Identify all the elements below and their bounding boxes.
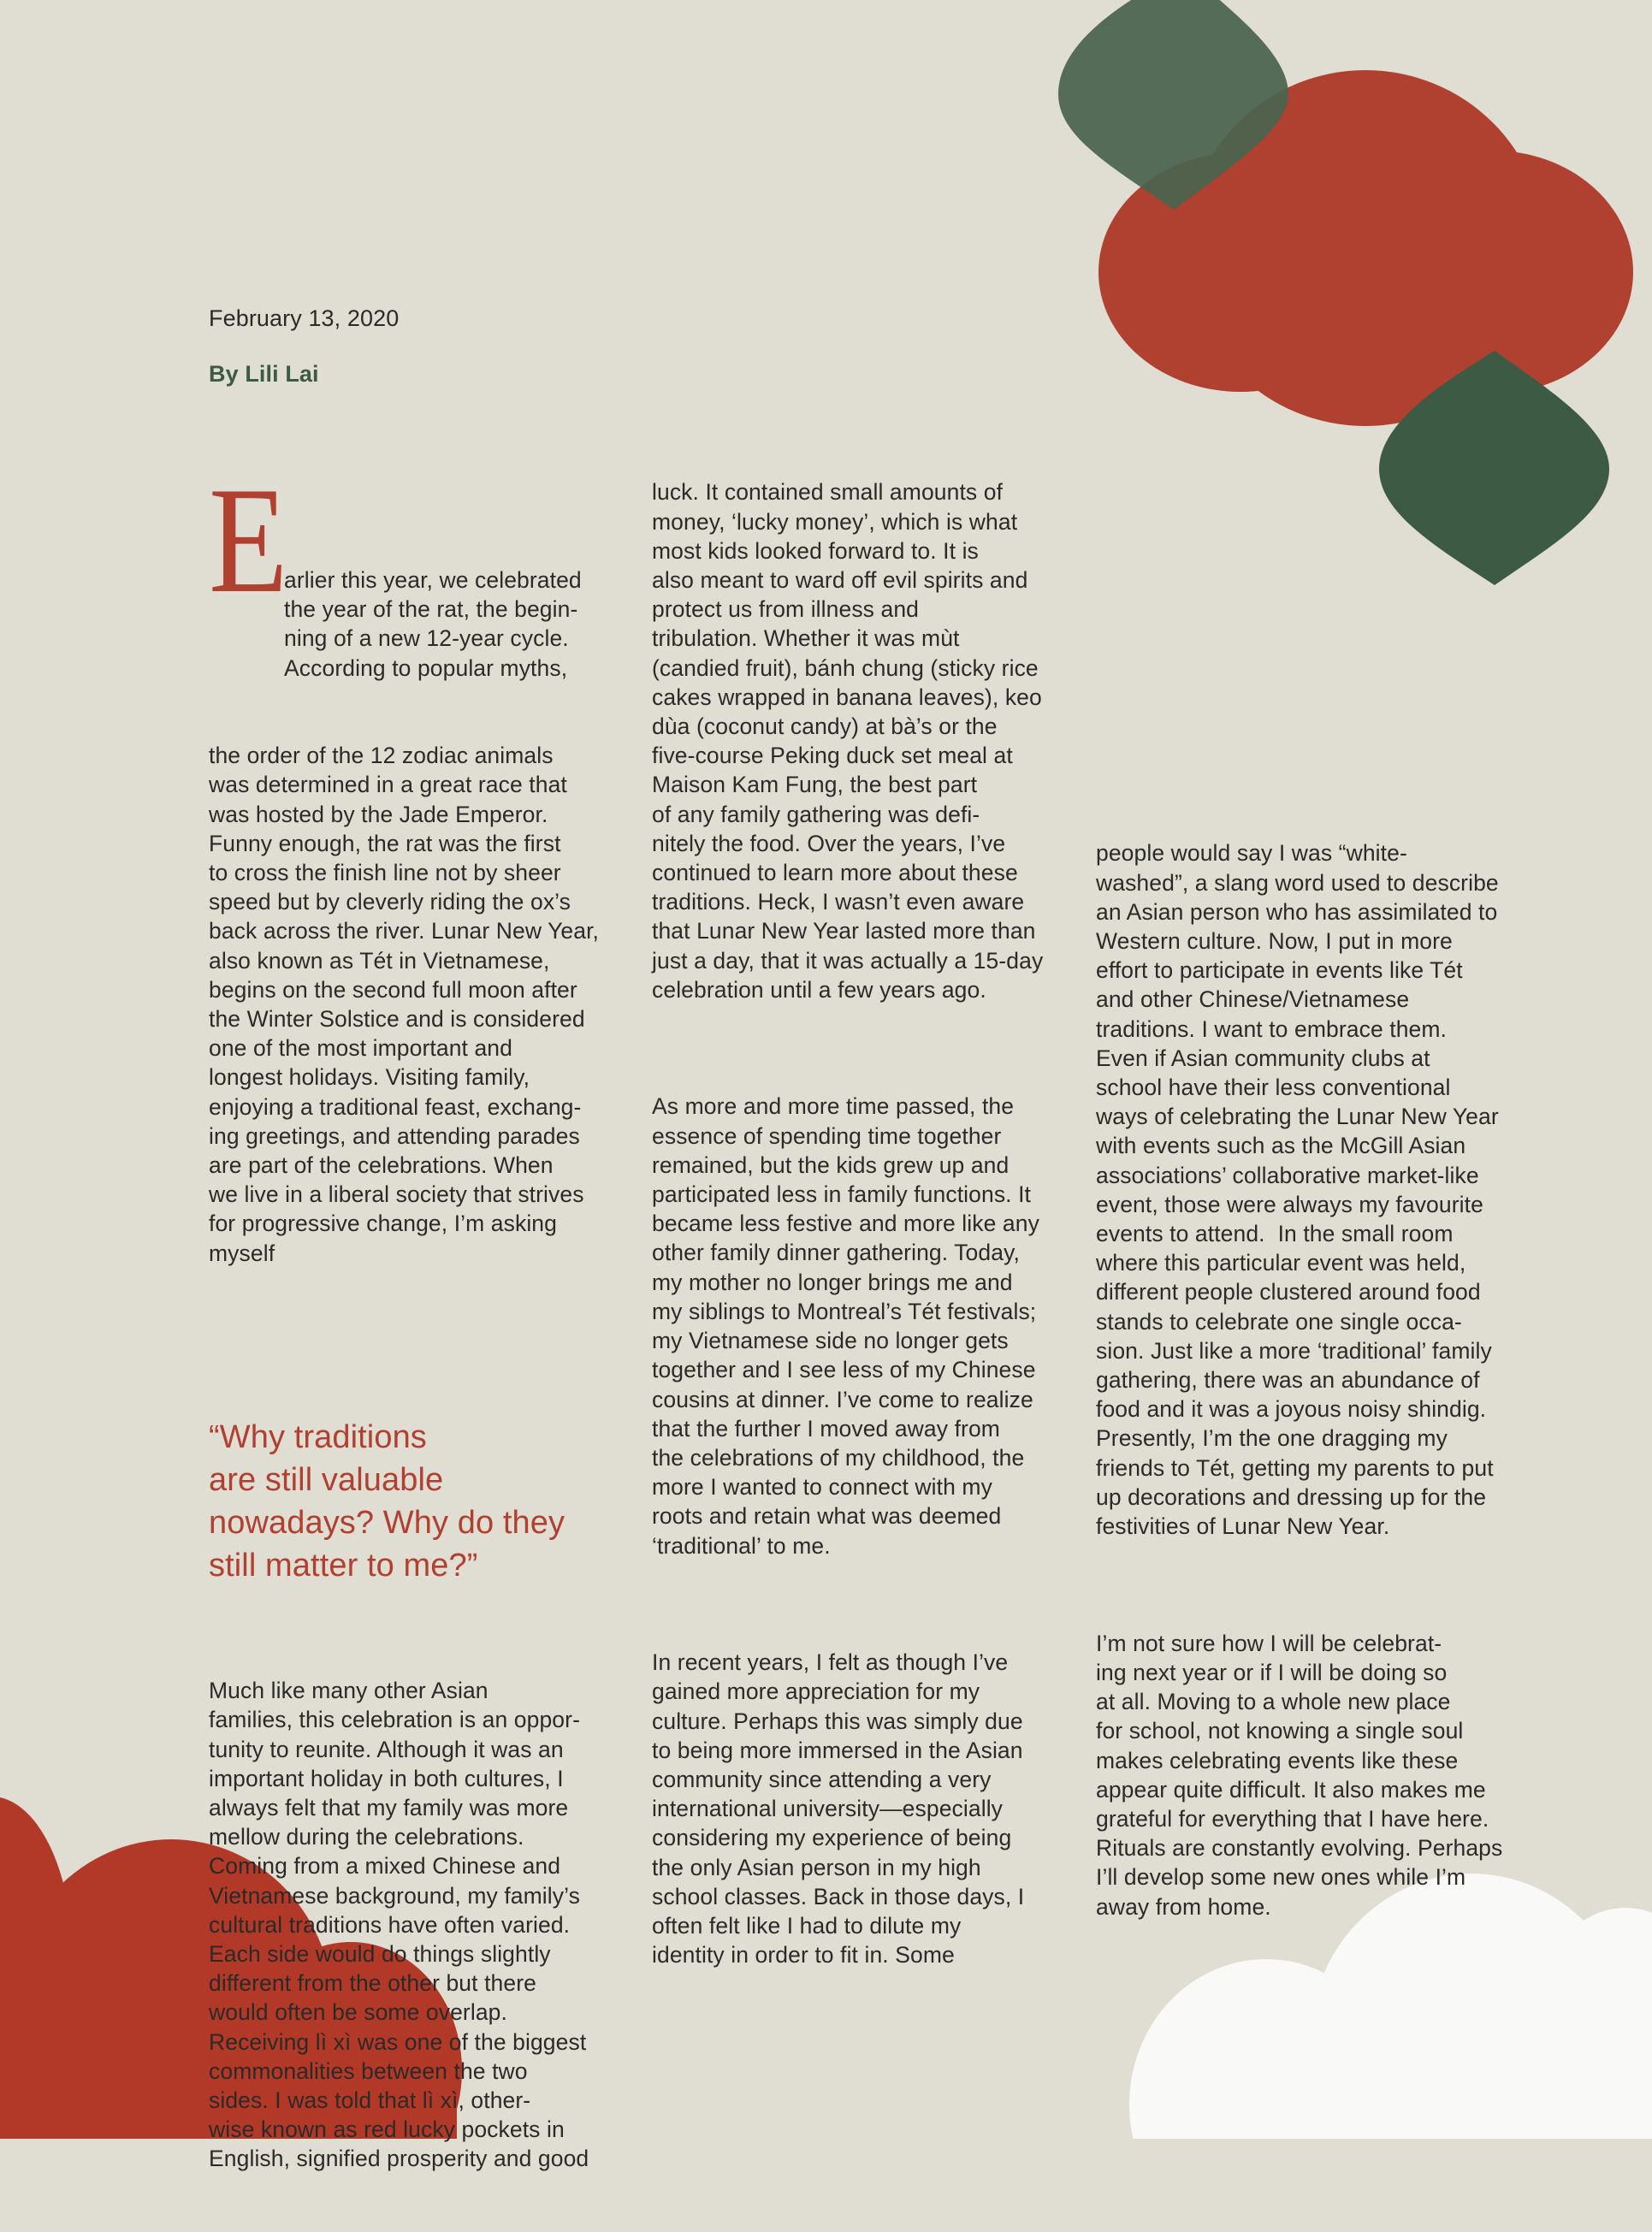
article-column-2: [652, 419, 1063, 2028]
body-paragraph: people would say I was “white- washed”, a slang word used to describe an Asian person who has assimilated to Western culture. Now, I put in more effort to participate in events like Tét and other Chinese/Vietnamese traditions. I want to embrace them. Even if Asian community clubs at school have their less conventional ways of celebrating the Lunar New Year with events such as the McGill Asian associations’ collaborative market-like event, those were always my favourite events to attend. In the small room where this particular event was held, different people clustered around food stands to celebrate one single occa- sion. Just like a more ‘traditional’ family gathering, there was an abundance of food and it was a joyous noisy shindig. Presently, I’m the one dragging my friends to Tét, getting my parents to put up decorations and dressing up for the festivities of Lunar New Year.: [1096, 840, 1499, 1540]
article-column-1: [209, 419, 619, 2232]
body-paragraph: Much like many other Asian families, this celebration is an oppor- tunity to reunite. Although it was an important holiday in both cultures, I always felt that my family was more mellow during the celebrations. Coming from a mixed Chinese and Vietnamese background, my family’s cultural traditions have often varied. Each side would do things slightly different from the other but there would often be some overlap. Receiving lì xì was one of the biggest commonalities between the two sides. I was told that lì xì, other- wise known as red lucky pockets in English, signified prosperity and good: [209, 1678, 589, 2172]
intro-paragraph: the order of the 12 zodiac animals was determined in a great race that was hosted by the Jade Emperor. Funny enough, the rat was the first to cross the finish line not by sheer speed but by cleverly riding the ox’s back across the river. Lunar New Year, also known as Tét in Vietnamese, begins on the second full moon after the Winter Solstice and is considered one of the most important and longest holidays. Visiting family, enjoying a traditional feast, exchang- ing greetings, and attending parades are part of the celebrations. When we live in a liberal society that strives for progressive change, I’m asking myself: [209, 743, 600, 1266]
article-byline: By Lili Lai: [209, 361, 319, 387]
pull-quote: “Why traditions are still valuable nowadays? Why do they still matter to me?”: [209, 1418, 565, 1584]
article-column-3: [1096, 780, 1515, 1980]
body-paragraph: In recent years, I felt as though I’ve gained more appreciation for my culture. Perhaps this was simply due to being more immersed in the Asian community since attending a very international university—especially considering my experience of being the only Asian person in my high school classes. Back in those days, I often felt like I had to dilute my identity in order to fit in. Some: [652, 1649, 1025, 1969]
body-paragraph: I’m not sure how I will be celebrat- ing next year or if I will be doing so at all. Moving to a whole new place for school, not knowing a single soul makes celebrating events like these appear quite difficult. It also makes me grateful for everything that I have here. Rituals are constantly evolving. Perhaps I’ll develop some new ones while I’m away from home.: [1096, 1630, 1503, 1920]
drop-cap: E: [209, 455, 288, 625]
body-paragraph: luck. It contained small amounts of money, ‘lucky money’, which is what most kids looked forward to. It is also meant to ward off evil spirits and protect us from illness and tribulation. Whether it was mùt (candied fruit), bánh chung (sticky rice cakes wrapped in banana leaves), keo dùa (coconut candy) at bà’s or the five-course Peking duck set meal at Maison Kam Fung, the best part of any family gathering was defi- nitely the food. Over the years, I’ve continued to learn more about these traditions. Heck, I wasn’t even aware that Lunar New Year lasted more than just a day, that it was actually a 15-day celebration until a few years ago.: [652, 479, 1044, 1003]
intro-first-lines: arlier this year, we celebrated the year of the rat, the begin- ning of a new 12-year cycle. According to popular myths,: [284, 567, 582, 681]
article-date: February 13, 2020: [209, 305, 400, 331]
body-paragraph: As more and more time passed, the essence of spending time together remained, but the kids grew up and participated less in family functions. It became less festive and more like any other family dinner gathering. Today, my mother no longer brings me and my siblings to Montreal’s Tét festivals; my Vietnamese side no longer gets together and I see less of my Chinese cousins at dinner. I’ve come to realize that the further I moved away from the celebrations of my childhood, the more I wanted to connect with my roots and retain what was deemed ‘traditional’ to me.: [652, 1093, 1039, 1559]
